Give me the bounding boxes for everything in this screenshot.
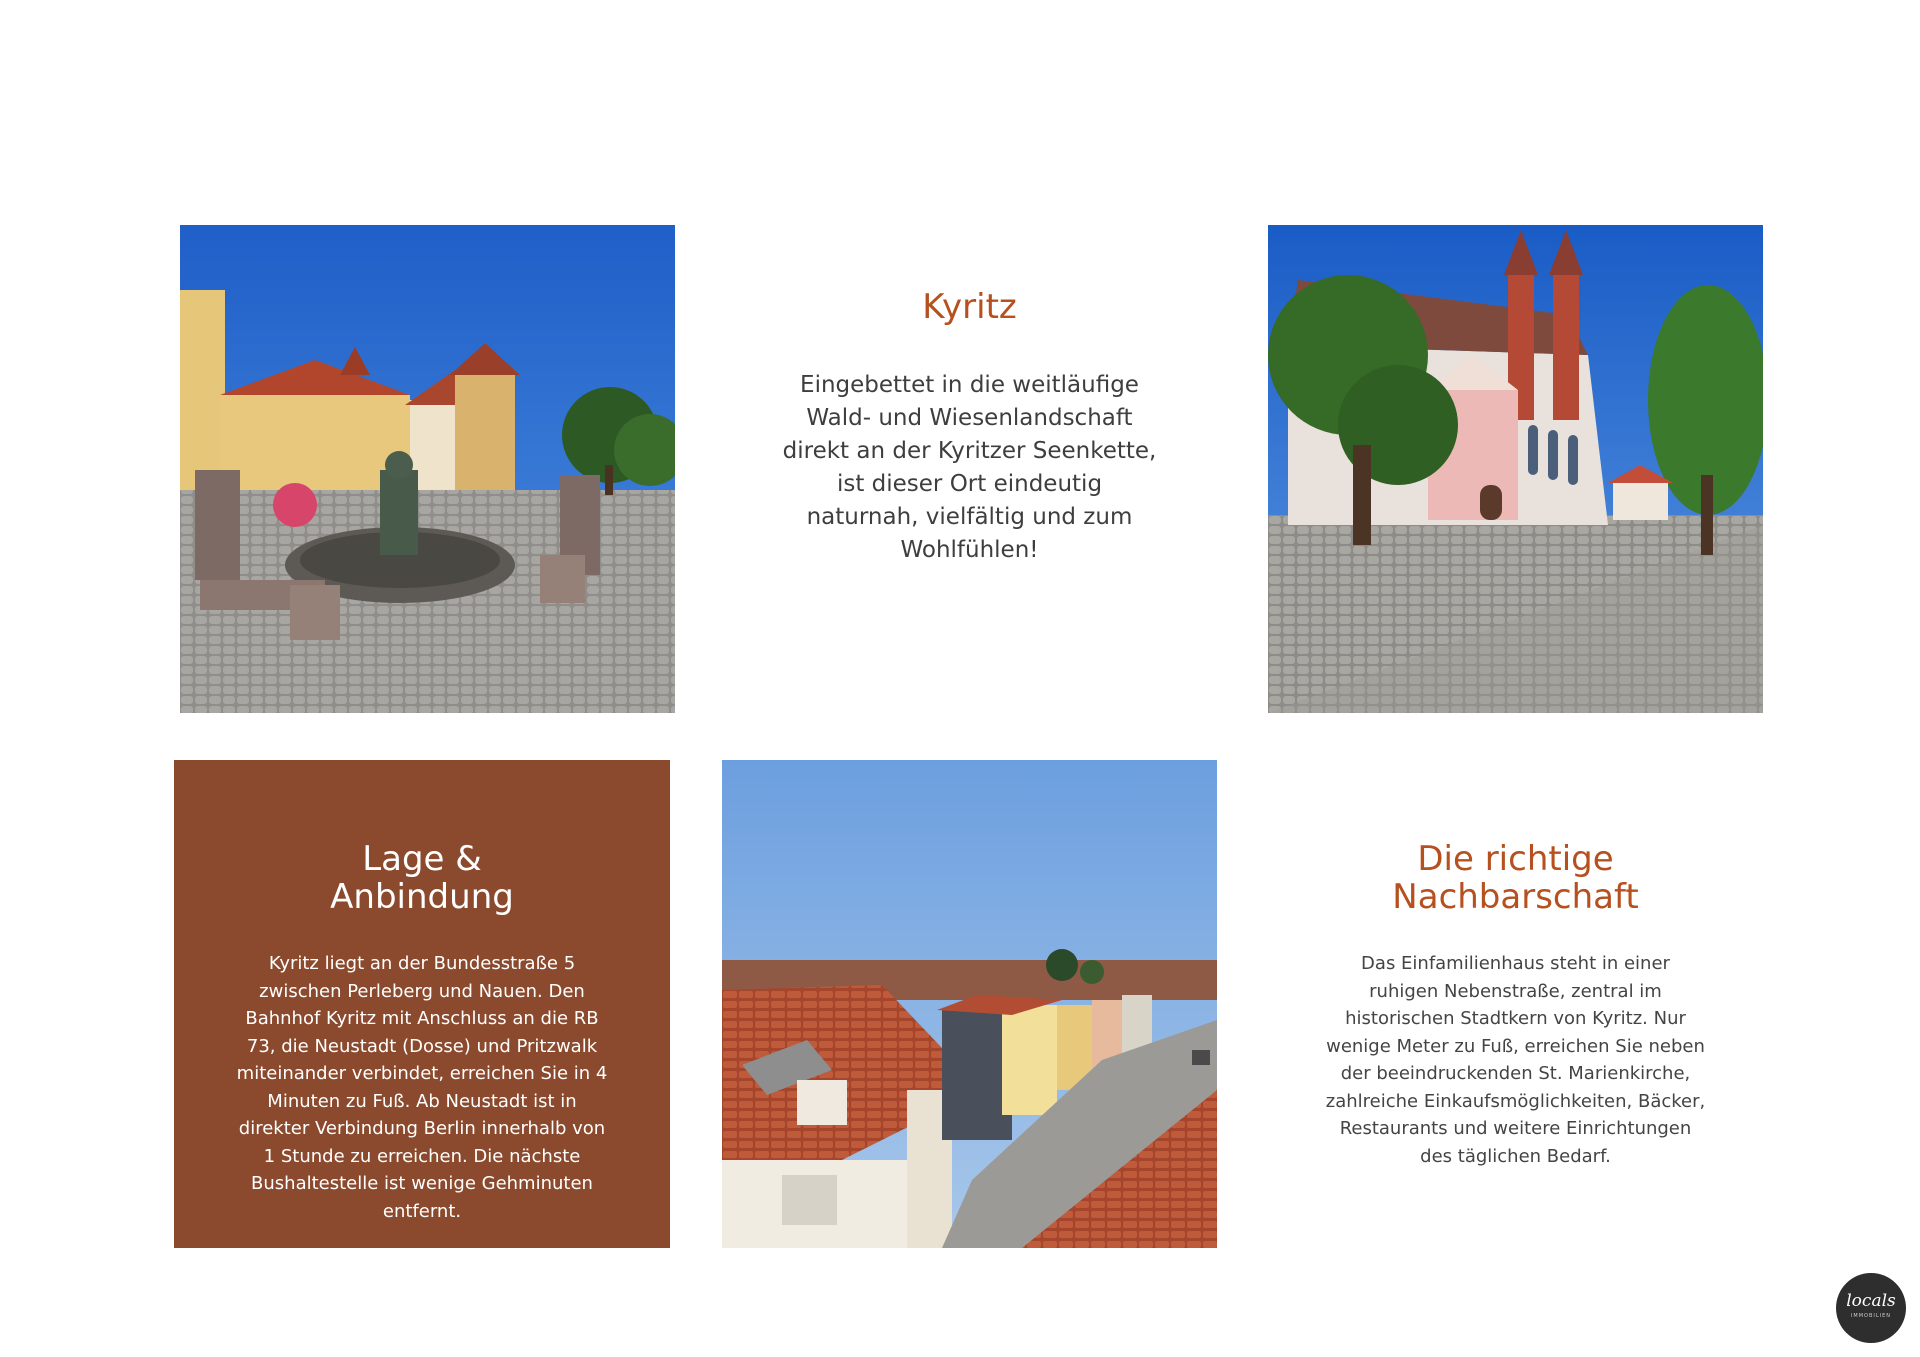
neighborhood-section (1268, 760, 1763, 1248)
location-body: Kyritz liegt an der Bundesstraße 5 zwischen Perleberg und Nauen. Den Bahnhof Kyritz mit Anschluss an die RB 73, die Neustadt (Dosse) und Pritzwalk miteinander verbindet, erreichen Sie in 4 Minuten zu Fuß. Ab Neustadt ist in direkter Verbindung Berlin innerhalb von 1 Stunde zu erreichen. Die nächste Bushaltestelle ist wenige Gehminuten entfernt. (236, 953, 608, 1222)
brand-logo (1836, 1273, 1906, 1343)
brand-logo-subtext: IMMOBILIEN (1850, 1313, 1892, 1319)
location-title: Lage & Anbindung (330, 839, 514, 917)
brand-logo-text: locals (1846, 1291, 1896, 1311)
intro-section (722, 225, 1217, 713)
church-photo (1268, 225, 1763, 713)
intro-body: Eingebettet in die weitläufige Wald- und Wiesenlandschaft direkt an der Kyritzer Seenkette, ist dieser Ort eindeutig naturnah, vielfältig und zum Wohlfühlen! (782, 372, 1157, 563)
neighborhood-body: Das Einfamilienhaus steht in einer ruhigen Nebenstraße, zentral im historischen Stadtkern von Kyritz. Nur wenige Meter zu Fuß, erreichen Sie neben der beeindruckenden St. Marienkirche, zahlreiche Einkaufsmöglichkeiten, Bäcker, Restaurants und weitere Einrichtungen des täglichen Bedarf. (1325, 953, 1706, 1167)
intro-title: Kyritz (922, 287, 1017, 327)
location-section (174, 760, 670, 1248)
market-square-photo (180, 225, 675, 713)
street-rooftops-photo (722, 760, 1217, 1248)
neighborhood-title: Die richtige Nachbarschaft (1392, 839, 1639, 917)
